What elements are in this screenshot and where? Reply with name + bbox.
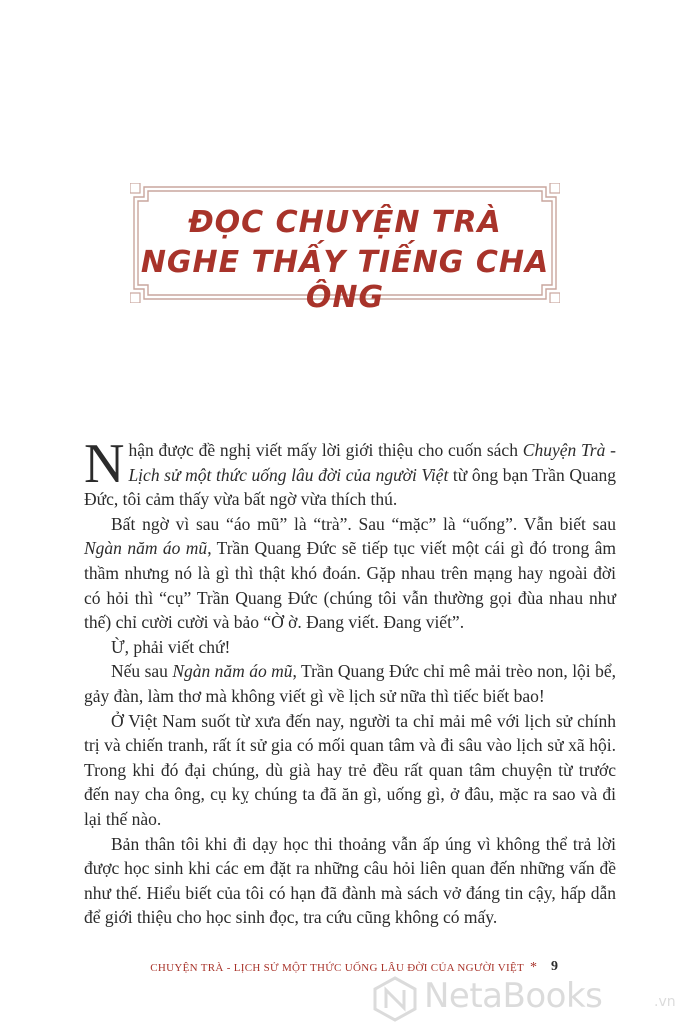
book-title-italic: Ngàn năm áo mũ <box>172 661 293 682</box>
chapter-title-line-2: NGHE THẤY TIẾNG CHA ÔNG <box>140 245 550 315</box>
book-title-italic: Ngàn năm áo mũ <box>84 538 208 559</box>
paragraph-1-text: hận được đề nghị viết mấy lời giới thiệu cho cuốn sách <box>128 440 523 460</box>
running-title: CHUYỆN TRÀ - LỊCH SỬ MỘT THỨC UỐNG LÂU ĐỜI CỦA NGƯỜI VIỆT <box>150 962 524 974</box>
body-text <box>84 433 617 930</box>
paragraph-3: Ừ, phải viết chứ! <box>111 636 231 657</box>
page-number: 9 <box>551 959 558 974</box>
paragraph-5: Ở Việt Nam suốt từ xưa đến nay, người ta chỉ mải mê với lịch sử chính trị và chiến tranh, rất ít sử gia có mối quan tâm và đi sâu vào lịch sử xã hội. Trong khi đó đại chúng, dù già hay trẻ đều rất quan tâm chuyện từ trước đến nay cha ông, cụ kỵ chúng ta đã ăn gì, uống gì, ở đâu, mặc ra sao và đi lại thế nào. <box>84 710 616 829</box>
watermark-text: NetaBooks <box>424 976 603 1016</box>
paragraph-1 <box>84 433 616 512</box>
paragraph-6: Bản thân tôi khi đi dạy học thi thoảng vẫn ấp úng vì không thể trả lời được học sinh khi các em đặt ra những câu hỏi liên quan đến những vấn đề như thế. Hiểu biết của tôi có hạn đã đành mà sách vở đáng tin cậy, hấp dẫn để giới thiệu cho học sinh đọc, tra cứu cũng không có mấy. <box>84 833 616 928</box>
footer-star-icon: * <box>530 960 537 975</box>
book-title-italic: Chuyện Trà - Lịch sử một thức uống lâu đời của người Việt <box>128 440 616 485</box>
watermark-logo-icon <box>372 976 418 1022</box>
watermark <box>372 974 692 1024</box>
paragraph-1-end: từ ông bạn Trần Quang Đức, tôi cảm thấy vừa bất ngờ vừa thích thú. <box>84 464 616 510</box>
chapter-title-frame <box>130 183 560 315</box>
paragraph-2-end: , Trần Quang Đức sẽ tiếp tục viết một cái gì đó trong âm thầm nhưng nó là gì thì thật khó đoán. Gặp nhau trên mạng hay ngoài đời có hỏi thì “cụ” Trần Quang Đức (chúng tôi vẫn thường gọi đùa nhau như thế) chỉ cười cười và bảo “Ờ ờ. Đang viết. Đang viết”. <box>84 538 617 633</box>
paragraph-4-start: Nếu sau <box>111 661 173 682</box>
paragraph-2 <box>84 512 616 635</box>
paragraph-4 <box>84 659 616 708</box>
watermark-suffix: .vn <box>654 994 676 1010</box>
paragraph-2-start: Bất ngờ vì sau “áo mũ” là “trà”. Sau “mặc” là “uống”. Vẫn biết sau <box>111 513 616 534</box>
drop-cap: N <box>84 433 125 495</box>
chapter-title-line-1: ĐỌC CHUYỆN TRÀ <box>188 205 502 240</box>
paragraph-4-end: , Trần Quang Đức chỉ mê mải trèo non, lội bể, gảy đàn, làm thơ mà không viết gì về lịch sử nữa thì tiếc biết bao! <box>84 661 616 706</box>
